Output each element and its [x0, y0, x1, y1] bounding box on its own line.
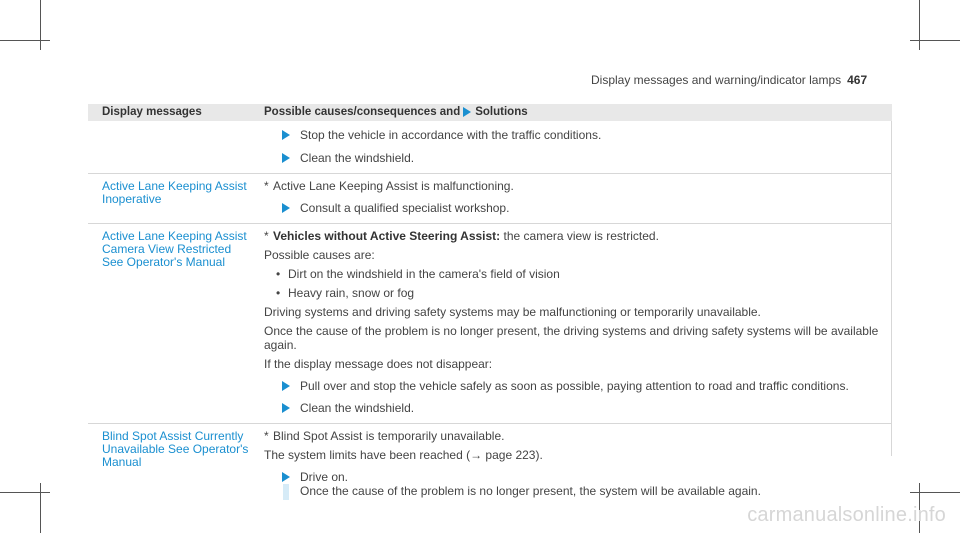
step-text: Pull over and stop the vehicle safely as soon as possible, paying attention to road and traffic conditions.	[300, 379, 849, 393]
cause-line	[264, 229, 892, 243]
solution-arrow-icon	[282, 381, 290, 391]
bullet-item	[264, 267, 892, 281]
cause-text: the camera view is restricted.	[500, 229, 659, 243]
solution-arrow-icon	[282, 130, 290, 140]
paragraph: Possible causes are:	[264, 248, 375, 262]
step-text: Consult a qualified specialist workshop.	[300, 201, 510, 215]
paragraph: Driving systems and driving safety systems may be malfunctioning or temporarily unavailable.	[264, 305, 761, 319]
cause-line	[264, 429, 892, 443]
solution-step	[264, 401, 892, 415]
step-result-text: Once the cause of the problem is no longer present, the system will be available again.	[300, 484, 761, 498]
step-text: Stop the vehicle in accordance with the traffic conditions.	[300, 128, 602, 142]
table-row	[88, 224, 892, 424]
display-messages-table	[88, 104, 892, 506]
solution-step	[264, 201, 892, 215]
paragraph: Once the cause of the problem is no longer present, the driving systems and driving safety systems will be available again.	[264, 324, 879, 352]
bullet-text: Dirt on the windshield in the camera's field of vision	[288, 267, 560, 281]
page-header-title: Display messages and warning/indicator lamps	[591, 73, 842, 87]
asterisk-marker: *	[264, 429, 269, 443]
crop-mark	[0, 40, 50, 41]
paragraph: If the display message does not disappear:	[264, 357, 493, 371]
crop-mark	[40, 0, 41, 50]
bullet-marker: •	[276, 286, 281, 300]
cause-line	[264, 179, 892, 193]
column-header-causes	[264, 106, 528, 118]
solution-arrow-icon	[463, 107, 471, 117]
page-number: 467	[847, 73, 868, 87]
column-header-messages: Display messages	[102, 106, 202, 118]
solution-step	[264, 470, 892, 498]
bullet-marker: •	[276, 267, 281, 281]
cause-text: Active Lane Keeping Assist is malfunctioning.	[273, 179, 514, 193]
crop-mark	[919, 0, 920, 50]
page-header	[591, 73, 867, 87]
solution-step	[264, 128, 892, 142]
table-row	[88, 174, 892, 224]
cause-condition: Vehicles without Active Steering Assist:	[273, 229, 501, 243]
table-row	[88, 121, 892, 174]
watermark: carmanualsonline.info	[747, 504, 946, 526]
asterisk-marker: *	[264, 229, 269, 243]
column-header-causes-label: Possible causes/consequences and	[264, 106, 461, 118]
step-text: Clean the windshield.	[300, 151, 415, 165]
step-text: Clean the windshield.	[300, 401, 415, 415]
column-header-solutions-label: Solutions	[475, 106, 528, 118]
crop-mark	[40, 483, 41, 533]
display-message: Active Lane Keeping Assist Inoperative	[102, 179, 247, 206]
step-text: Drive on.	[300, 470, 349, 484]
bullet-text: Heavy rain, snow or fog	[288, 286, 415, 300]
paragraph: The system limits have been reached (→ page 223).	[264, 448, 543, 462]
asterisk-marker: *	[264, 179, 269, 193]
display-message: Blind Spot Assist Currently Unavailable See Operator's Manual	[102, 429, 249, 469]
crop-mark	[910, 492, 960, 493]
solution-step	[264, 151, 892, 165]
solution-arrow-icon	[282, 153, 290, 163]
cause-text: Blind Spot Assist is temporarily unavailable.	[273, 429, 505, 443]
solution-step	[264, 379, 892, 393]
bullet-item	[264, 286, 892, 300]
crop-mark	[0, 492, 50, 493]
crop-mark	[910, 40, 960, 41]
display-message: Active Lane Keeping Assist Camera View Restricted See Operator's Manual	[102, 229, 247, 269]
solution-arrow-icon	[282, 472, 290, 482]
solution-arrow-icon	[282, 403, 290, 413]
table-row	[88, 424, 892, 506]
solution-arrow-icon	[282, 203, 290, 213]
table-header	[88, 104, 892, 121]
